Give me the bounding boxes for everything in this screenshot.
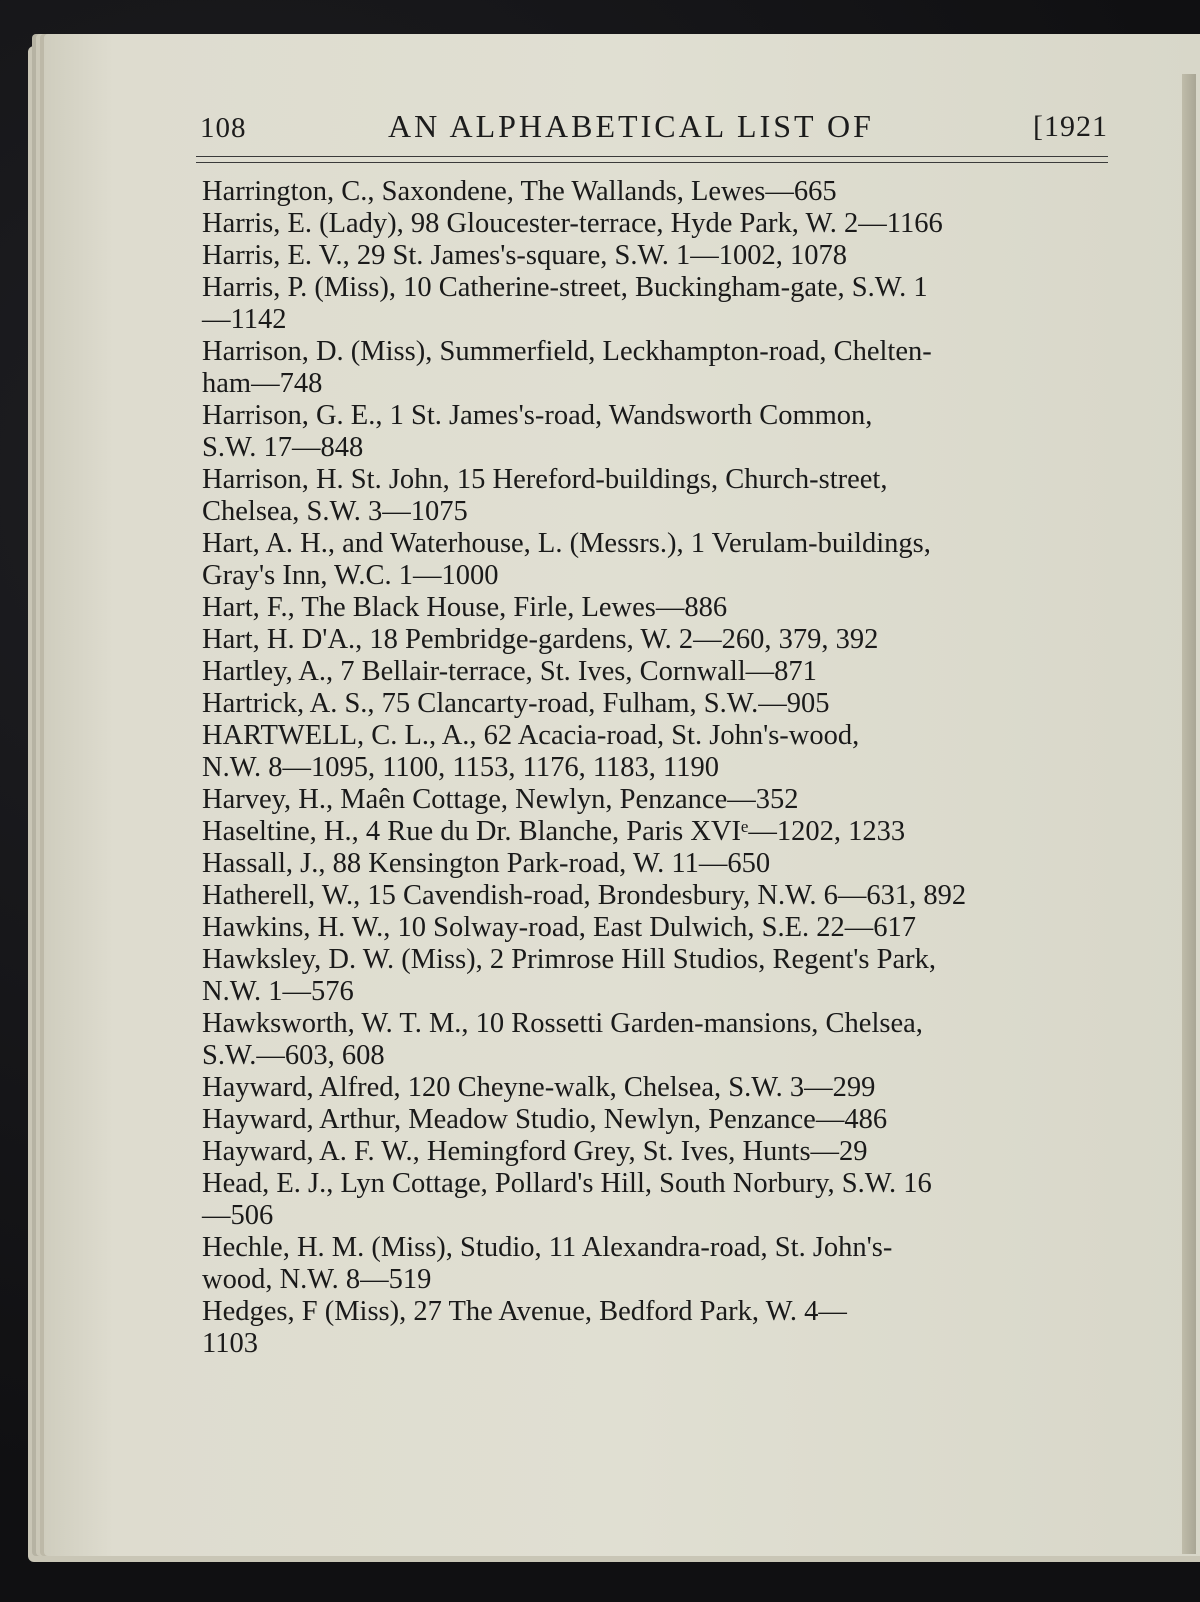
list-item [202,336,1132,400]
header-rule [196,156,1108,163]
entry-line: Harrison, G. E., 1 St. James's-road, Wandsworth Common, [202,400,873,431]
page-number: 108 [200,112,247,144]
list-item [202,592,1132,624]
entry-line: Head, E. J., Lyn Cottage, Pollard's Hill, South Norbury, S.W. 16 [202,1168,932,1199]
entry-continuation: —506 [202,1200,274,1231]
entry-line: Hawksworth, W. T. M., 10 Rossetti Garden-mansions, Chelsea, [202,1008,923,1039]
entry-line: Hawksley, D. W. (Miss), 2 Primrose Hill Studios, Regent's Park, [202,944,936,975]
page-edge [1182,74,1196,1554]
entry-line: Hart, F., The Black House, Firle, Lewes—886 [202,592,728,623]
entry-continuation: Chelsea, S.W. 3—1075 [202,496,468,527]
list-item [202,528,1132,592]
list-item [202,1104,1132,1136]
list-item [202,912,1132,944]
entry-line: Harrison, H. St. John, 15 Hereford-buildings, Church-street, [202,464,888,495]
entry-line: Harrington, C., Saxondene, The Wallands, Lewes—665 [202,176,837,207]
entry-line: Haseltine, H., 4 Rue du Dr. Blanche, Paris XVIᵉ—1202, 1233 [202,816,906,847]
list-item [202,784,1132,816]
entry-continuation: N.W. 8—1095, 1100, 1153, 1176, 1183, 1190 [202,752,719,783]
header-year: [1921 [1033,110,1108,143]
entry-continuation: Gray's Inn, W.C. 1—1000 [202,560,499,591]
entry-list [202,176,1132,1360]
list-item [202,1136,1132,1168]
entry-line: Harris, E. (Lady), 98 Gloucester-terrace, Hyde Park, W. 2—1166 [202,208,943,239]
entry-line: Hart, H. D'A., 18 Pembridge-gardens, W. 2—260, 379, 392 [202,624,879,655]
entry-line: Hatherell, W., 15 Cavendish-road, Brondesbury, N.W. 6—631, 892 [202,880,967,911]
entry-line: Hawkins, H. W., 10 Solway-road, East Dulwich, S.E. 22—617 [202,912,917,943]
list-item [202,848,1132,880]
entry-line: Hedges, F (Miss), 27 The Avenue, Bedford Park, W. 4— [202,1296,847,1327]
entry-line: Hechle, H. M. (Miss), Studio, 11 Alexandra-road, St. John's- [202,1232,893,1263]
entry-line: HARTWELL, C. L., A., 62 Acacia-road, St. John's-wood, [202,720,860,751]
entry-continuation: 1103 [202,1328,258,1359]
list-item [202,240,1132,272]
entry-line: Hassall, J., 88 Kensington Park-road, W. 11—650 [202,848,771,879]
entry-continuation: wood, N.W. 8—519 [202,1264,432,1295]
entry-line: Hartrick, A. S., 75 Clancarty-road, Fulham, S.W.—905 [202,688,830,719]
running-header [200,104,1108,148]
list-item [202,1168,1132,1232]
entry-line: Hartley, A., 7 Bellair-terrace, St. Ives, Cornwall—871 [202,656,817,687]
entry-line: Hayward, A. F. W., Hemingford Grey, St. Ives, Hunts—29 [202,1136,868,1167]
entry-line: Harvey, H., Maên Cottage, Newlyn, Penzance—352 [202,784,799,815]
entry-continuation: —1142 [202,304,287,335]
list-item [202,656,1132,688]
list-item [202,1072,1132,1104]
entry-line: Harris, P. (Miss), 10 Catherine-street, Buckingham-gate, S.W. 1 [202,272,928,303]
entry-continuation: S.W.—603, 608 [202,1040,385,1071]
page-title: AN ALPHABETICAL LIST OF [388,108,874,144]
list-item [202,272,1132,336]
entry-line: Hart, A. H., and Waterhouse, L. (Messrs.), 1 Verulam-buildings, [202,528,931,559]
entry-line: Hayward, Arthur, Meadow Studio, Newlyn, Penzance—486 [202,1104,888,1135]
entry-line: Hayward, Alfred, 120 Cheyne-walk, Chelsea, S.W. 3—299 [202,1072,876,1103]
list-item [202,208,1132,240]
list-item [202,624,1132,656]
list-item [202,1232,1132,1296]
list-item [202,880,1132,912]
entry-continuation: N.W. 1—576 [202,976,354,1007]
list-item [202,400,1132,464]
entry-line: Harris, E. V., 29 St. James's-square, S.W. 1—1002, 1078 [202,240,848,271]
list-item [202,464,1132,528]
list-item [202,176,1132,208]
entry-continuation: S.W. 17—848 [202,432,364,463]
list-item [202,720,1132,784]
list-item [202,816,1132,848]
list-item [202,688,1132,720]
list-item [202,944,1132,1008]
entry-line: Harrison, D. (Miss), Summerfield, Leckhampton-road, Chelten- [202,336,932,367]
list-item [202,1296,1132,1360]
entry-continuation: ham—748 [202,368,323,399]
list-item [202,1008,1132,1072]
